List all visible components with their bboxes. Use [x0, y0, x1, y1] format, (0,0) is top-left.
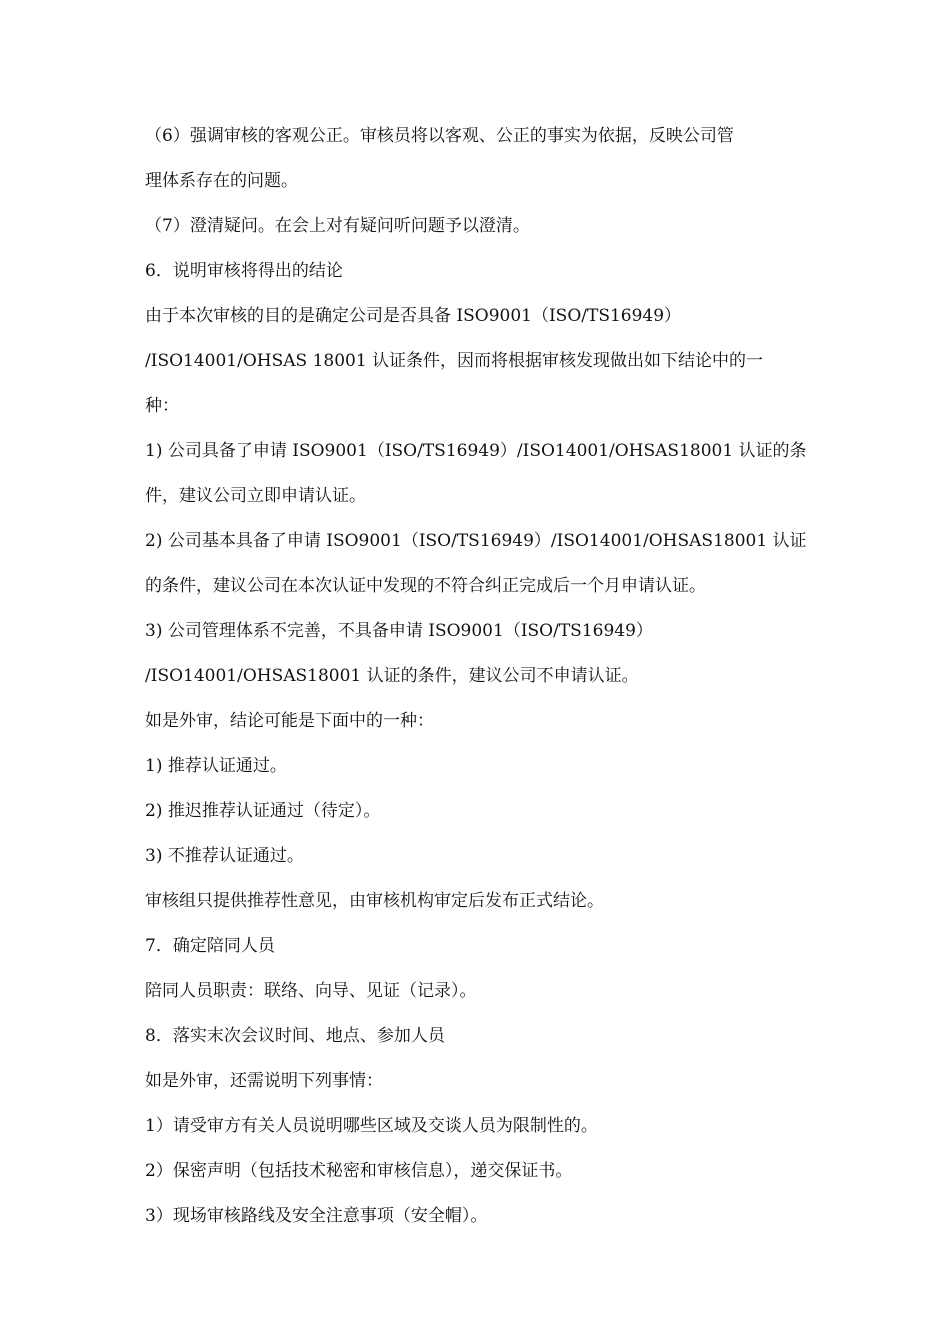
list-item-continuation: 的条件，建议公司在本次认证中发现的不符合纠正完成后一个月申请认证。: [145, 576, 706, 596]
paragraph-line: 审核组只提供推荐性意见，由审核机构审定后发布正式结论。: [145, 891, 604, 911]
list-item: 2) 推迟推荐认证通过（待定）。: [145, 801, 381, 821]
paragraph-line: 理体系存在的问题。: [145, 171, 298, 191]
section-heading: 7．确定陪同人员: [145, 936, 275, 956]
list-item: 2）保密声明（包括技术秘密和审核信息），递交保证书。: [145, 1161, 573, 1181]
list-item-continuation: 件，建议公司立即申请认证。: [145, 486, 366, 506]
paragraph-line: /ISO14001/OHSAS 18001 认证条件，因而将根据审核发现做出如下结论中的一: [145, 351, 764, 371]
paragraph-line: 种：: [145, 396, 179, 416]
list-item: 3）现场审核路线及安全注意事项（安全帽）。: [145, 1206, 488, 1226]
list-item: 1) 公司具备了申请 ISO9001（ISO/TS16949）/ISO14001/OHSAS18001 认证的条: [145, 441, 807, 461]
list-item-continuation: /ISO14001/OHSAS18001 认证的条件，建议公司不申请认证。: [145, 666, 639, 686]
list-item: 1) 推荐认证通过。: [145, 756, 287, 776]
paragraph-line: 如是外审，还需说明下列事情：: [145, 1071, 383, 1091]
paragraph-line: （7）澄清疑问。在会上对有疑问听问题予以澄清。: [145, 216, 530, 236]
paragraph-line: （6）强调审核的客观公正。审核员将以客观、公正的事实为依据，反映公司管: [145, 126, 734, 146]
list-item: 3) 不推荐认证通过。: [145, 846, 304, 866]
list-item: 1）请受审方有关人员说明哪些区域及交谈人员为限制性的。: [145, 1116, 598, 1136]
paragraph-line: 陪同人员职责：联络、向导、见证（记录）。: [145, 981, 477, 1001]
section-heading: 6．说明审核将得出的结论: [145, 261, 343, 281]
list-item: 3) 公司管理体系不完善，不具备申请 ISO9001（ISO/TS16949）: [145, 621, 653, 641]
section-heading: 8．落实末次会议时间、地点、参加人员: [145, 1026, 445, 1046]
list-item: 2) 公司基本具备了申请 ISO9001（ISO/TS16949）/ISO14001/OHSAS18001 认证: [145, 531, 807, 551]
paragraph-line: 如是外审，结论可能是下面中的一种：: [145, 711, 434, 731]
paragraph-line: 由于本次审核的目的是确定公司是否具备 ISO9001（ISO/TS16949）: [145, 306, 682, 326]
